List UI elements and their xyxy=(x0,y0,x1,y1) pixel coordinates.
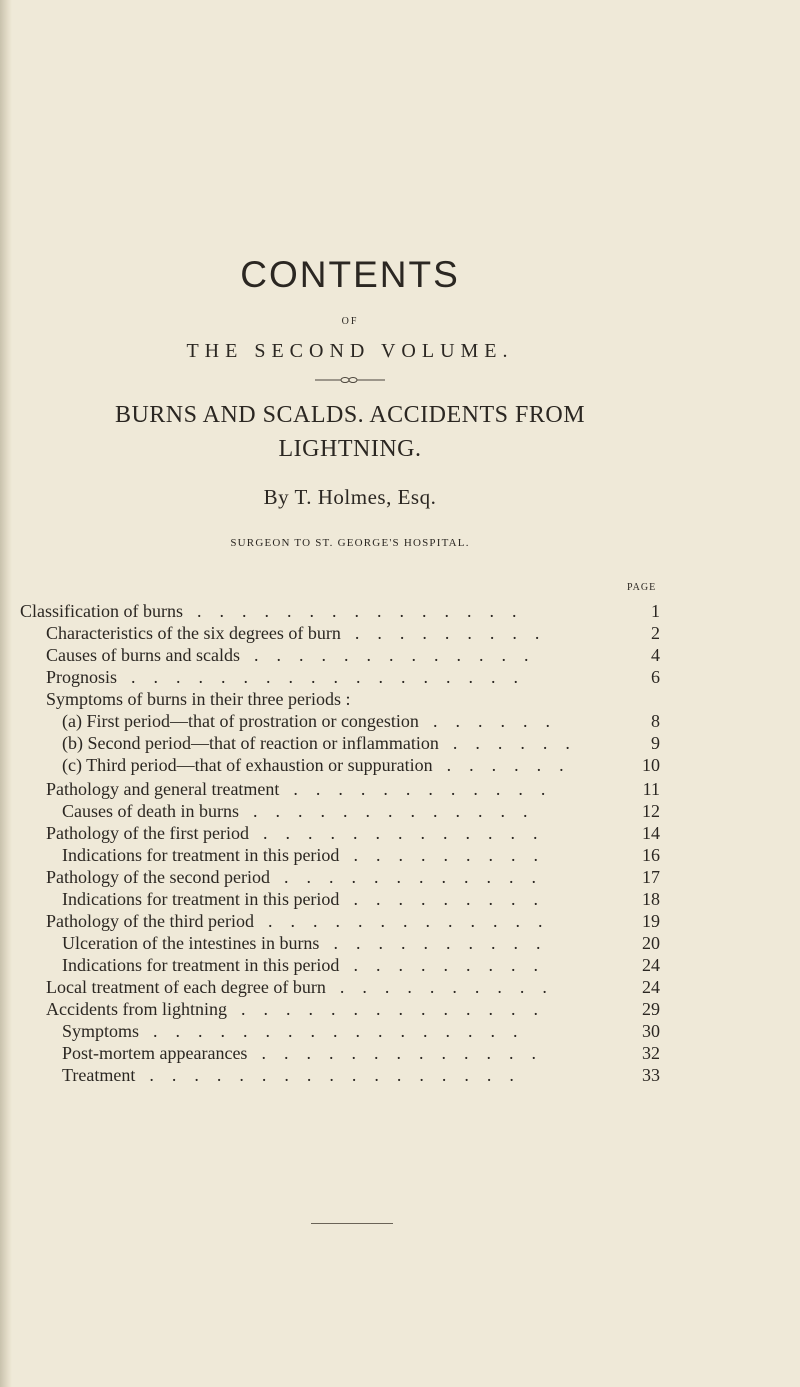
dot-leader: ............... xyxy=(196,601,535,621)
toc-page-number: 1 xyxy=(651,601,660,621)
toc-page-number: 20 xyxy=(642,933,660,953)
page-column-label: PAGE xyxy=(627,582,657,593)
page-binding-edge xyxy=(0,0,12,1387)
dot-leader: .................. xyxy=(131,667,537,687)
toc-page-number: 30 xyxy=(642,1021,660,1041)
of-label: OF xyxy=(341,316,359,327)
section-title: BURNS AND SCALDS. ACCIDENTS FROM xyxy=(114,402,586,428)
toc-page-number: 29 xyxy=(642,999,660,1019)
toc-entry xyxy=(62,800,546,822)
author-line: By T. Holmes, Esq. xyxy=(263,485,437,509)
toc-entry xyxy=(62,954,556,976)
toc-entry-label: Causes of burns and scalds xyxy=(46,645,240,665)
dot-leader: .......... xyxy=(333,933,559,953)
toc-entry xyxy=(62,1042,554,1064)
toc-entry-label: Treatment xyxy=(62,1065,136,1085)
dot-leader: ............. xyxy=(267,911,561,931)
dot-leader: ............ xyxy=(293,779,564,799)
toc-entry-label: Symptoms xyxy=(62,1021,140,1041)
toc-entry-label: Pathology of the first period xyxy=(46,823,249,843)
toc-entry xyxy=(46,998,556,1020)
toc-page-number: 11 xyxy=(642,779,660,799)
toc-page-number: 8 xyxy=(651,711,660,731)
toc-entry-label: Indications for treatment in this period xyxy=(62,889,340,909)
dot-leader: ...... xyxy=(452,733,588,753)
toc-entry-label: Characteristics of the six degrees of burn xyxy=(46,623,341,643)
dot-leader: ......... xyxy=(353,845,556,865)
toc-page-number: 24 xyxy=(642,977,660,997)
toc-entry xyxy=(46,666,537,688)
toc-entry xyxy=(62,710,568,732)
toc-entry-label: Pathology of the third period xyxy=(46,911,254,931)
toc-page-number: 14 xyxy=(642,823,660,843)
toc-entry xyxy=(62,754,582,776)
toc-entry-label: Indications for treatment in this period xyxy=(62,845,340,865)
toc-page-number: 18 xyxy=(642,889,660,909)
toc-page-number: 17 xyxy=(642,867,660,887)
dot-leader: ............. xyxy=(252,801,546,821)
contents-title: CONTENTS xyxy=(240,254,460,295)
toc-entry-label: Symptoms of burns in their three periods : xyxy=(46,689,351,709)
toc-page-number: 19 xyxy=(642,911,660,931)
toc-entry xyxy=(62,1020,536,1042)
dot-leader: ...... xyxy=(432,711,568,731)
toc-page-number: 4 xyxy=(651,645,660,665)
dot-leader: ................. xyxy=(153,1021,536,1041)
toc-entry xyxy=(46,644,547,666)
toc-page-number: 16 xyxy=(642,845,660,865)
toc-entry xyxy=(62,932,559,954)
toc-entry-label: Classification of burns xyxy=(20,601,183,621)
toc-entry-label: (b) Second period—that of reaction or inflammation xyxy=(62,733,439,753)
toc-entry-label: (a) First period—that of prostration or congestion xyxy=(62,711,419,731)
toc-entry xyxy=(46,976,565,998)
toc-entry-label: Prognosis xyxy=(46,667,118,687)
toc-page-number: 33 xyxy=(642,1065,660,1085)
toc-page-number: 32 xyxy=(642,1043,660,1063)
dot-leader: .......... xyxy=(339,977,565,997)
toc-entry xyxy=(62,732,588,754)
dot-leader: ............. xyxy=(262,823,556,843)
footer-rule xyxy=(311,1223,393,1224)
toc-entry xyxy=(62,888,556,910)
dot-leader: ............ xyxy=(283,867,554,887)
dot-leader: ......... xyxy=(354,623,558,643)
toc-page-number: 12 xyxy=(642,801,660,821)
toc-entry xyxy=(46,622,558,644)
toc-entry xyxy=(62,844,556,866)
dot-leader: .............. xyxy=(240,999,556,1019)
toc-page-number: 9 xyxy=(651,733,660,753)
toc-entry-label: (c) Third period—that of exhaustion or suppuration xyxy=(62,755,433,775)
dot-leader: ............. xyxy=(261,1043,554,1063)
toc-page-number: 10 xyxy=(642,755,660,775)
dot-leader: ...... xyxy=(446,755,582,775)
toc-entry-label: Accidents from lightning xyxy=(46,999,227,1019)
dot-leader: ......... xyxy=(353,955,556,975)
toc-page-number: 2 xyxy=(651,623,660,643)
toc-entry-label: Pathology of the second period xyxy=(46,867,270,887)
toc-entry-label: Ulceration of the intestines in burns xyxy=(62,933,320,953)
toc-page-number: 6 xyxy=(651,667,660,687)
ornament-rule-icon xyxy=(315,376,385,384)
author-role: SURGEON TO ST. GEORGE'S HOSPITAL. xyxy=(230,537,470,549)
toc-entry-label: Local treatment of each degree of burn xyxy=(46,977,326,997)
toc-entry xyxy=(46,778,564,800)
toc-entry-label: Post-mortem appearances xyxy=(62,1043,248,1063)
toc-entry xyxy=(46,910,561,932)
section-title-continued: LIGHTNING. xyxy=(278,436,422,462)
toc-entry xyxy=(46,866,554,888)
toc-entry xyxy=(20,600,535,622)
dot-leader: ......... xyxy=(353,889,556,909)
toc-entry xyxy=(46,822,556,844)
toc-entry-label: Causes of death in burns xyxy=(62,801,239,821)
toc-page-number: 24 xyxy=(642,955,660,975)
toc-entry xyxy=(62,1064,532,1086)
toc-entry-label: Indications for treatment in this period xyxy=(62,955,340,975)
dot-leader: ............. xyxy=(253,645,547,665)
toc-entry-label: Pathology and general treatment xyxy=(46,779,280,799)
toc-entry xyxy=(46,688,350,710)
dot-leader: ................. xyxy=(149,1065,532,1085)
volume-title: THE SECOND VOLUME. xyxy=(186,340,514,362)
